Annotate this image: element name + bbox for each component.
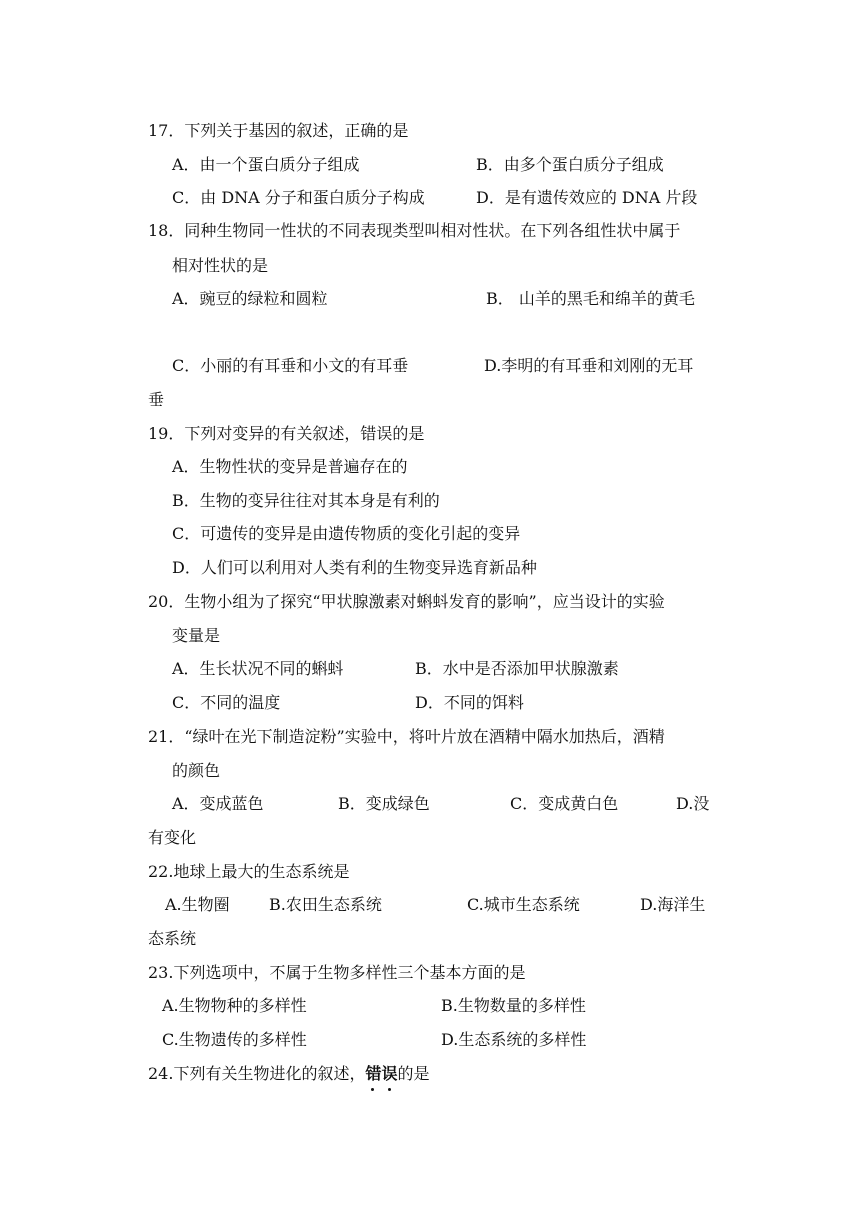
q22-option-b: B.农田生态系统 — [269, 895, 382, 914]
q22-stem: 22.地球上最大的生态系统是 — [148, 862, 350, 881]
q18-option-d-line2: 垂 — [148, 390, 165, 409]
q23-stem: 23.下列选项中，不属于生物多样性三个基本方面的是 — [148, 963, 526, 982]
q20-option-c: C．不同的温度 — [172, 693, 281, 712]
q21-option-d-line2: 有变化 — [148, 828, 197, 847]
q18-option-d-line1: D.李明的有耳垂和刘刚的无耳 — [484, 356, 694, 375]
q21-option-a: A．变成蓝色 — [172, 794, 264, 813]
q24-stem-prefix: 24.下列有关生物进化的叙述， — [148, 1064, 366, 1083]
q21-stem-line2: 的颜色 — [172, 761, 221, 780]
q19-option-d: D．人们可以利用对人类有利的生物变异选育新品种 — [172, 558, 537, 577]
q18-option-c: C．小丽的有耳垂和小文的有耳垂 — [172, 356, 409, 375]
q18-stem-line1: 18．同种生物同一性状的不同表现类型叫相对性状。在下列各组性状中属于 — [148, 221, 681, 240]
q22-option-d-line2: 态系统 — [148, 929, 197, 948]
emphasis-dots — [365, 1085, 397, 1091]
q23-option-b: B.生物数量的多样性 — [441, 996, 586, 1015]
q24-stem-emphasis — [365, 1064, 397, 1084]
q23-option-c: C.生物遗传的多样性 — [162, 1030, 307, 1049]
q17-option-b: B．由多个蛋白质分子组成 — [476, 155, 664, 174]
q22-option-d-line1: D.海洋生 — [640, 895, 706, 914]
q17-option-d: D．是有遗传效应的 DNA 片段 — [476, 188, 698, 207]
q21-option-b: B．变成绿色 — [338, 794, 430, 813]
q17-option-c: C．由 DNA 分子和蛋白质分子构成 — [172, 188, 425, 207]
q20-option-d: D．不同的饵料 — [415, 693, 524, 712]
q22-option-a: A.生物圈 — [165, 895, 230, 914]
q19-option-a: A．生物性状的变异是普遍存在的 — [172, 457, 408, 476]
q19-option-c: C．可遗传的变异是由遗传物质的变化引起的变异 — [172, 524, 521, 543]
q23-option-d: D.生态系统的多样性 — [441, 1030, 587, 1049]
q24-stem-suffix: 的是 — [397, 1064, 430, 1083]
q20-option-b: B．水中是否添加甲状腺激素 — [415, 659, 619, 678]
q21-option-d-line1: D.没 — [676, 794, 710, 813]
q18-stem-line2: 相对性状的是 — [172, 256, 269, 275]
q22-option-c: C.城市生态系统 — [467, 895, 580, 914]
q24-stem — [148, 1064, 429, 1084]
q23-option-a: A.生物物种的多样性 — [162, 996, 307, 1015]
q20-option-a: A．生长状况不同的蝌蚪 — [172, 659, 344, 678]
q21-option-c: C．变成黄白色 — [510, 794, 619, 813]
q18-option-b: B． 山羊的黑毛和绵羊的黄毛 — [486, 289, 695, 308]
q20-stem-line2: 变量是 — [172, 626, 221, 645]
q17-stem: 17．下列关于基因的叙述，正确的是 — [148, 121, 409, 140]
q17-option-a: A．由一个蛋白质分子组成 — [172, 155, 360, 174]
q19-stem: 19．下列对变异的有关叙述，错误的是 — [148, 424, 425, 443]
q18-option-a: A．豌豆的绿粒和圆粒 — [172, 289, 328, 308]
q19-option-b: B．生物的变异往往对其本身是有利的 — [172, 491, 440, 510]
q21-stem-line1: 21．“绿叶在光下制造淀粉”实验中，将叶片放在酒精中隔水加热后，酒精 — [148, 727, 665, 746]
q20-stem-line1: 20．生物小组为了探究“甲状腺激素对蝌蚪发育的影响”，应当设计的实验 — [148, 592, 665, 611]
q24-emphasis-text: 错误 — [365, 1064, 398, 1083]
